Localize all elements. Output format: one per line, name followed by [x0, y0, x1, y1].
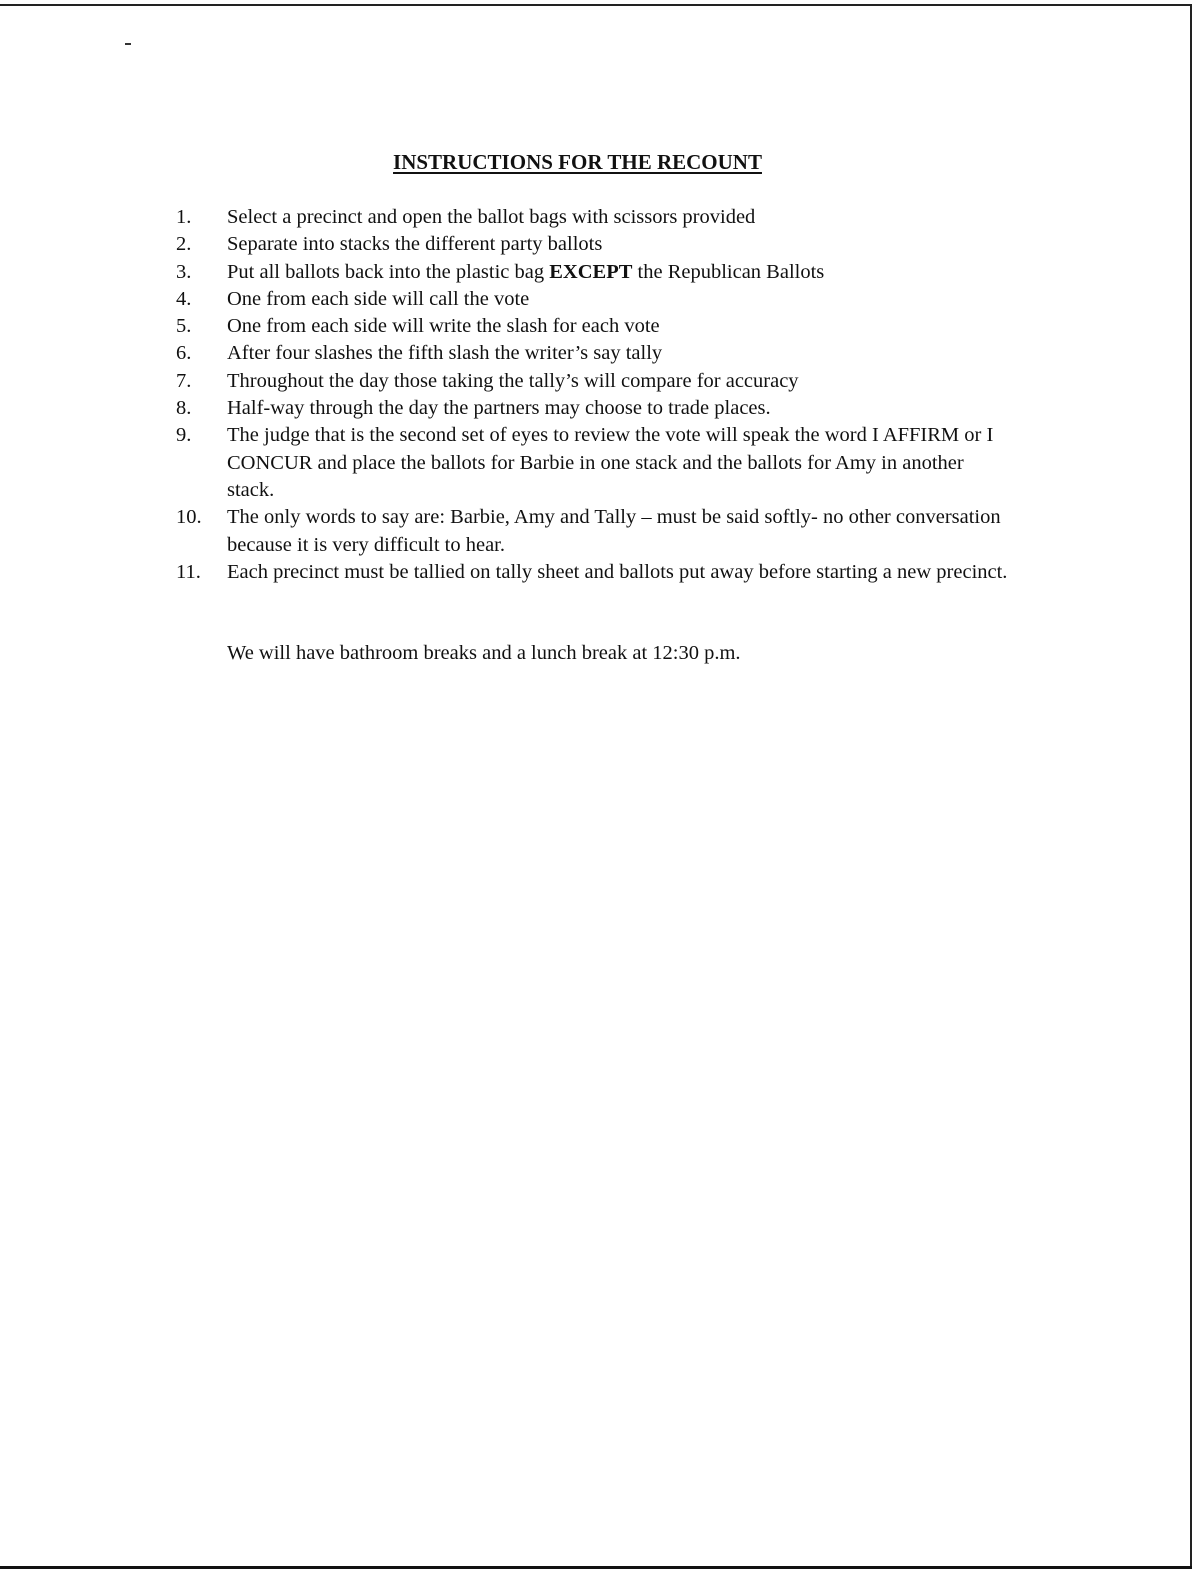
instruction-step-7 — [176, 368, 1016, 395]
scan-edge-top — [0, 4, 1192, 6]
step-text: Select a precinct and open the ballot bags with scissors provided — [227, 206, 756, 228]
instruction-step-2 — [176, 231, 1016, 258]
closing-note: We will have bathroom breaks and a lunch break at 12:30 p.m. — [227, 642, 741, 664]
step-text-before: Put all ballots back into the plastic bag — [227, 260, 550, 283]
instruction-step-3 — [176, 259, 1016, 286]
step-text: One from each side will call the vote — [227, 287, 530, 310]
instruction-step-1 — [176, 204, 1016, 231]
instruction-step-6 — [176, 340, 1016, 367]
step-text: Separate into stacks the different party ballots — [227, 233, 603, 256]
instruction-step-11 — [176, 559, 1016, 586]
scan-speck — [125, 43, 131, 45]
document-title: INSTRUCTIONS FOR THE RECOUNT — [393, 150, 762, 174]
step-number: 8. — [176, 397, 192, 420]
instruction-step-8 — [176, 395, 1016, 422]
step-number: 11. — [176, 560, 201, 583]
scan-edge-bottom — [0, 1566, 1192, 1569]
step-number: 2. — [176, 233, 192, 256]
step-text: The only words to say are: Barbie, Amy and Tally – must be said softly- no other conversation because it is very difficult to hear. — [227, 506, 1001, 556]
step-number: 10. — [176, 506, 202, 529]
step-number: 5. — [176, 315, 192, 338]
step-number: 6. — [176, 342, 192, 365]
scan-edge-right — [1190, 4, 1192, 1566]
step-text: One from each side will write the slash for each vote — [227, 315, 660, 338]
instruction-list — [176, 204, 1016, 586]
step-number: 4. — [176, 287, 192, 310]
step-text: Each precinct must be tallied on tally sheet and ballots put away before starting a new precinct. — [227, 560, 1008, 583]
instruction-step-10 — [176, 504, 1016, 559]
step-number: 7. — [176, 369, 192, 392]
step-text-emphasis: EXCEPT — [549, 260, 633, 283]
step-number: 1. — [176, 206, 192, 228]
step-text: After four slashes the fifth slash the writer’s say tally — [227, 342, 663, 365]
instruction-step-5 — [176, 313, 1016, 340]
step-text: Half-way through the day the partners may choose to trade places. — [227, 397, 771, 420]
instruction-step-4 — [176, 286, 1016, 313]
step-text: Throughout the day those taking the tally’s will compare for accuracy — [227, 369, 799, 392]
step-text: The judge that is the second set of eyes to review the vote will speak the word I AFFIRM or I CONCUR and place the ballots for Barbie in one stack and the ballots for Amy in another stack. — [227, 424, 994, 501]
step-text-after: the Republican Ballots — [632, 260, 825, 283]
step-number: 9. — [176, 424, 192, 447]
instruction-step-9 — [176, 422, 1016, 504]
step-number: 3. — [176, 260, 192, 283]
